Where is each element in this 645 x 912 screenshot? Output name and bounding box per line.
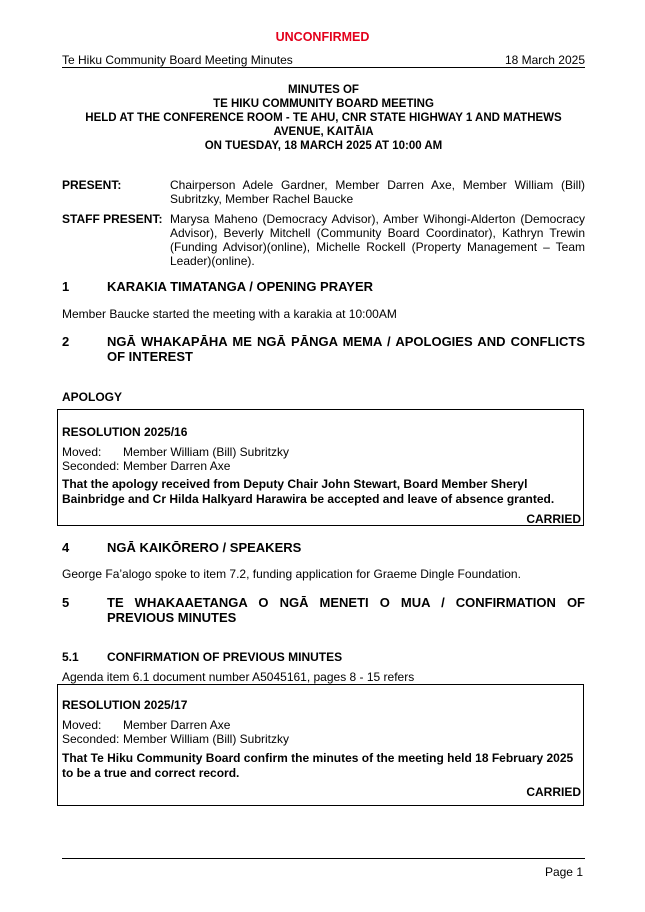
- section-5-number: 5: [62, 595, 70, 610]
- title-line-5: ON TUESDAY, 18 MARCH 2025 AT 10:00 AM: [204, 140, 443, 152]
- resolution-body: That Te Hiku Community Board confirm the minutes of the meeting held 18 February 2025 to be a true and correct record.: [62, 751, 574, 780]
- moved-label: Moved:: [62, 445, 102, 459]
- moved-line: [62, 718, 230, 732]
- moved-value: Member William (Bill) Subritzky: [123, 445, 290, 459]
- resolution-title: RESOLUTION 2025/16: [62, 425, 188, 439]
- section-1-number: 1: [62, 279, 70, 294]
- staff-present-text: Marysa Maheno (Democracy Advisor), Amber Wihongi-Alderton (Democracy Advisor), Beverly Mitchell (Community Board Coordinator), Kathryn Trewin (Funding Advisor)(online), Michelle Rockell (Property Management – Team Leader)(online).: [170, 212, 585, 268]
- present-text: Chairperson Adele Gardner, Member Darren Axe, Member William (Bill) Subritzky, Member Rachel Baucke: [170, 178, 585, 206]
- staff-present-label: STAFF PRESENT:: [62, 212, 163, 226]
- unconfirmed-stamp: UNCONFIRMED: [275, 30, 370, 44]
- present-label: PRESENT:: [62, 178, 122, 192]
- seconded-label: Seconded:: [62, 732, 120, 746]
- title-line-1: MINUTES OF: [288, 84, 359, 96]
- section-4-text: George Fa’alogo spoke to item 7.2, funding application for Graeme Dingle Foundation.: [62, 567, 521, 581]
- section-5-1-title: CONFIRMATION OF PREVIOUS MINUTES: [107, 650, 343, 664]
- present-row: [62, 178, 585, 206]
- section-5-1-number: 5.1: [62, 650, 79, 664]
- seconded-value: Member Darren Axe: [123, 459, 231, 473]
- section-4-title: NGĀ KAIKŌRERO / SPEAKERS: [107, 540, 302, 555]
- page-footer: [62, 858, 585, 879]
- resolution-body: That the apology received from Deputy Chair John Stewart, Board Member Sheryl Bainbridge and Cr Hilda Halkyard Harawira be accepted and leave of absence granted.: [62, 477, 555, 506]
- section-2-heading: [62, 334, 585, 366]
- section-1-heading: [62, 279, 585, 295]
- section-5-heading: [62, 595, 585, 627]
- section-5-title: TE WHAKAAETANGA O NGĀ MENETI O MUA / CONFIRMATION OF PREVIOUS MINUTES: [107, 595, 585, 625]
- section-1-text: Member Baucke started the meeting with a karakia at 10:00AM: [62, 307, 397, 321]
- title-line-2: TE HIKU COMMUNITY BOARD MEETING: [213, 98, 434, 110]
- section-4-heading: [62, 540, 585, 556]
- carried-label: CARRIED: [526, 512, 581, 526]
- section-5-1-heading: [62, 650, 585, 664]
- section-2-number: 2: [62, 334, 70, 349]
- resolution-box-2025-16: [57, 409, 584, 526]
- resolution-title: RESOLUTION 2025/17: [62, 698, 188, 712]
- carried-label: CARRIED: [526, 785, 581, 799]
- section-2-title: NGĀ WHAKAPĀHA ME NGĀ PĀNGA MEMA / APOLOGIES AND CONFLICTS OF INTEREST: [107, 334, 585, 364]
- page-number: Page 1: [544, 865, 583, 879]
- title-line-4: AVENUE, KAITĀIA: [273, 126, 374, 138]
- section-4-number: 4: [62, 540, 70, 555]
- seconded-line: [62, 459, 230, 473]
- header-date: 18 March 2025: [504, 53, 585, 67]
- resolution-box-2025-17: [57, 684, 584, 806]
- staff-present-row: [62, 212, 585, 268]
- seconded-line: [62, 732, 289, 746]
- moved-line: [62, 445, 289, 459]
- header-title: Te Hiku Community Board Meeting Minutes: [62, 53, 293, 67]
- seconded-value: Member William (Bill) Subritzky: [123, 732, 290, 746]
- title-line-3: HELD AT THE CONFERENCE ROOM - TE AHU, CNR STATE HIGHWAY 1 AND MATHEWS: [85, 112, 562, 124]
- page-header: [62, 53, 585, 68]
- moved-value: Member Darren Axe: [123, 718, 231, 732]
- apology-subheading: APOLOGY: [62, 390, 123, 404]
- document-title: [62, 83, 585, 153]
- section-1-title: KARAKIA TIMATANGA / OPENING PRAYER: [107, 279, 374, 294]
- seconded-label: Seconded:: [62, 459, 120, 473]
- moved-label: Moved:: [62, 718, 102, 732]
- section-5-1-text: Agenda item 6.1 document number A5045161, pages 8 - 15 refers: [62, 670, 415, 684]
